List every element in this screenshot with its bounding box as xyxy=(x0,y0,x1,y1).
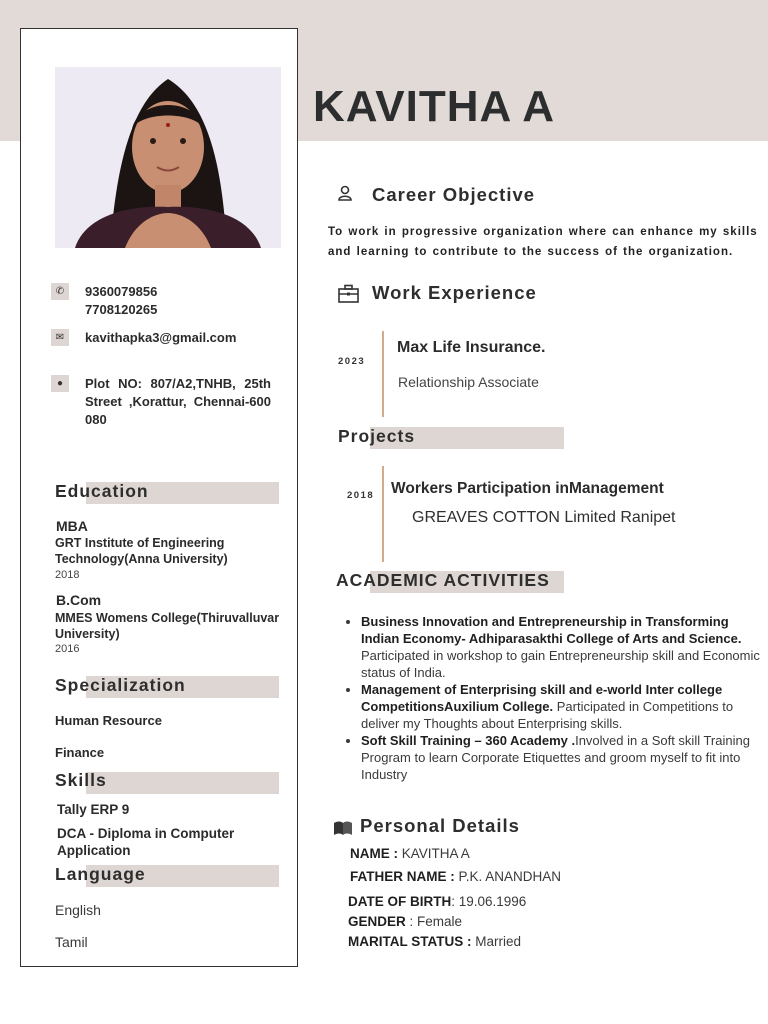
projects-title: Projects xyxy=(338,426,416,446)
address-row xyxy=(51,375,271,429)
personal-details-title: Personal Details xyxy=(360,815,520,836)
language-title: Language xyxy=(55,864,146,884)
career-objective-text: To work in progressive organization where can enhance my skills and learning to contribute to the success of the organization. xyxy=(328,226,758,258)
project-year: 2018 xyxy=(347,490,375,501)
phone-2: 7708120265 xyxy=(85,302,158,317)
email-row xyxy=(51,329,236,347)
pd-name: NAME : KAVITHA A xyxy=(350,846,470,861)
profile-photo xyxy=(55,67,281,248)
academic-item: • Management of Enterprising skill and e-world Inter college CompetitionsAuxilium College. Participated in Competitions to deliver my Thoughts about Enterprising skills. xyxy=(361,681,763,732)
briefcase-icon xyxy=(338,284,359,308)
work-company: Max Life Insurance. xyxy=(397,339,546,356)
language-item-1: English xyxy=(55,902,101,918)
education-title: Education xyxy=(55,481,149,501)
edu-degree-1: MBA xyxy=(56,518,88,534)
academic-title: ACADEMIC ACTIVITIES xyxy=(336,570,550,590)
skills-bar xyxy=(86,772,279,794)
edu-year-2: 2016 xyxy=(55,643,80,655)
skills-title: Skills xyxy=(55,770,107,790)
address: Plot NO: 807/A2,TNHB, 25th Street ,Korattur, Chennai-600 080 xyxy=(85,376,271,427)
book-icon xyxy=(333,820,353,841)
specialization-title: Specialization xyxy=(55,675,186,695)
pd-gender: GENDER : Female xyxy=(348,914,463,929)
email: kavithapka3@gmail.com xyxy=(85,330,237,345)
pd-father: FATHER NAME : P.K. ANANDHAN xyxy=(350,869,562,884)
location-pin-icon: ● xyxy=(51,375,69,392)
pd-dob: DATE OF BIRTH: 19.06.1996 xyxy=(348,894,527,909)
academic-list xyxy=(343,613,763,783)
phone-row xyxy=(51,283,157,319)
work-experience-title: Work Experience xyxy=(372,282,537,303)
career-objective-title: Career Objective xyxy=(372,184,536,205)
project-timeline-line xyxy=(382,466,384,562)
skill-item-2: DCA - Diploma in Computer Application xyxy=(57,826,235,858)
specialization-item-1: Human Resource xyxy=(55,713,162,728)
project-org: GREAVES COTTON Limited Ranipet xyxy=(412,509,676,526)
edu-institute-2: MMES Womens College(Thiruvalluvar University) xyxy=(55,611,280,641)
work-timeline-line xyxy=(382,331,384,417)
phone-1: 9360079856 xyxy=(85,284,158,299)
project-name: Workers Participation inManagement xyxy=(391,480,664,497)
language-item-2: Tamil xyxy=(55,934,88,950)
phone-icon: ✆ xyxy=(51,283,69,300)
work-role: Relationship Associate xyxy=(398,374,539,390)
skill-item-1: Tally ERP 9 xyxy=(57,802,130,817)
edu-degree-2: B.Com xyxy=(56,592,102,608)
edu-institute-1: GRT Institute of Engineering Technology(Anna University) xyxy=(55,536,228,566)
person-icon xyxy=(336,184,354,207)
pd-marital: MARITAL STATUS : Married xyxy=(348,934,521,949)
work-year: 2023 xyxy=(338,356,366,367)
candidate-name: KAVITHA A xyxy=(313,82,556,131)
academic-item: • Business Innovation and Entrepreneurship in Transforming Indian Economy- Adhiparasakthi College of Arts and Science. Participated in workshop to gain Entrepreneurship skill and Economic status of India. xyxy=(361,613,763,681)
specialization-item-2: Finance xyxy=(55,745,105,760)
envelope-icon: ✉ xyxy=(51,329,69,346)
edu-year-1: 2018 xyxy=(55,569,80,581)
academic-item: • Soft Skill Training – 360 Academy .Involved in a Soft skill Training Program to learn Corporate Etiquettes and groom myself to fit into Industry xyxy=(361,732,763,783)
